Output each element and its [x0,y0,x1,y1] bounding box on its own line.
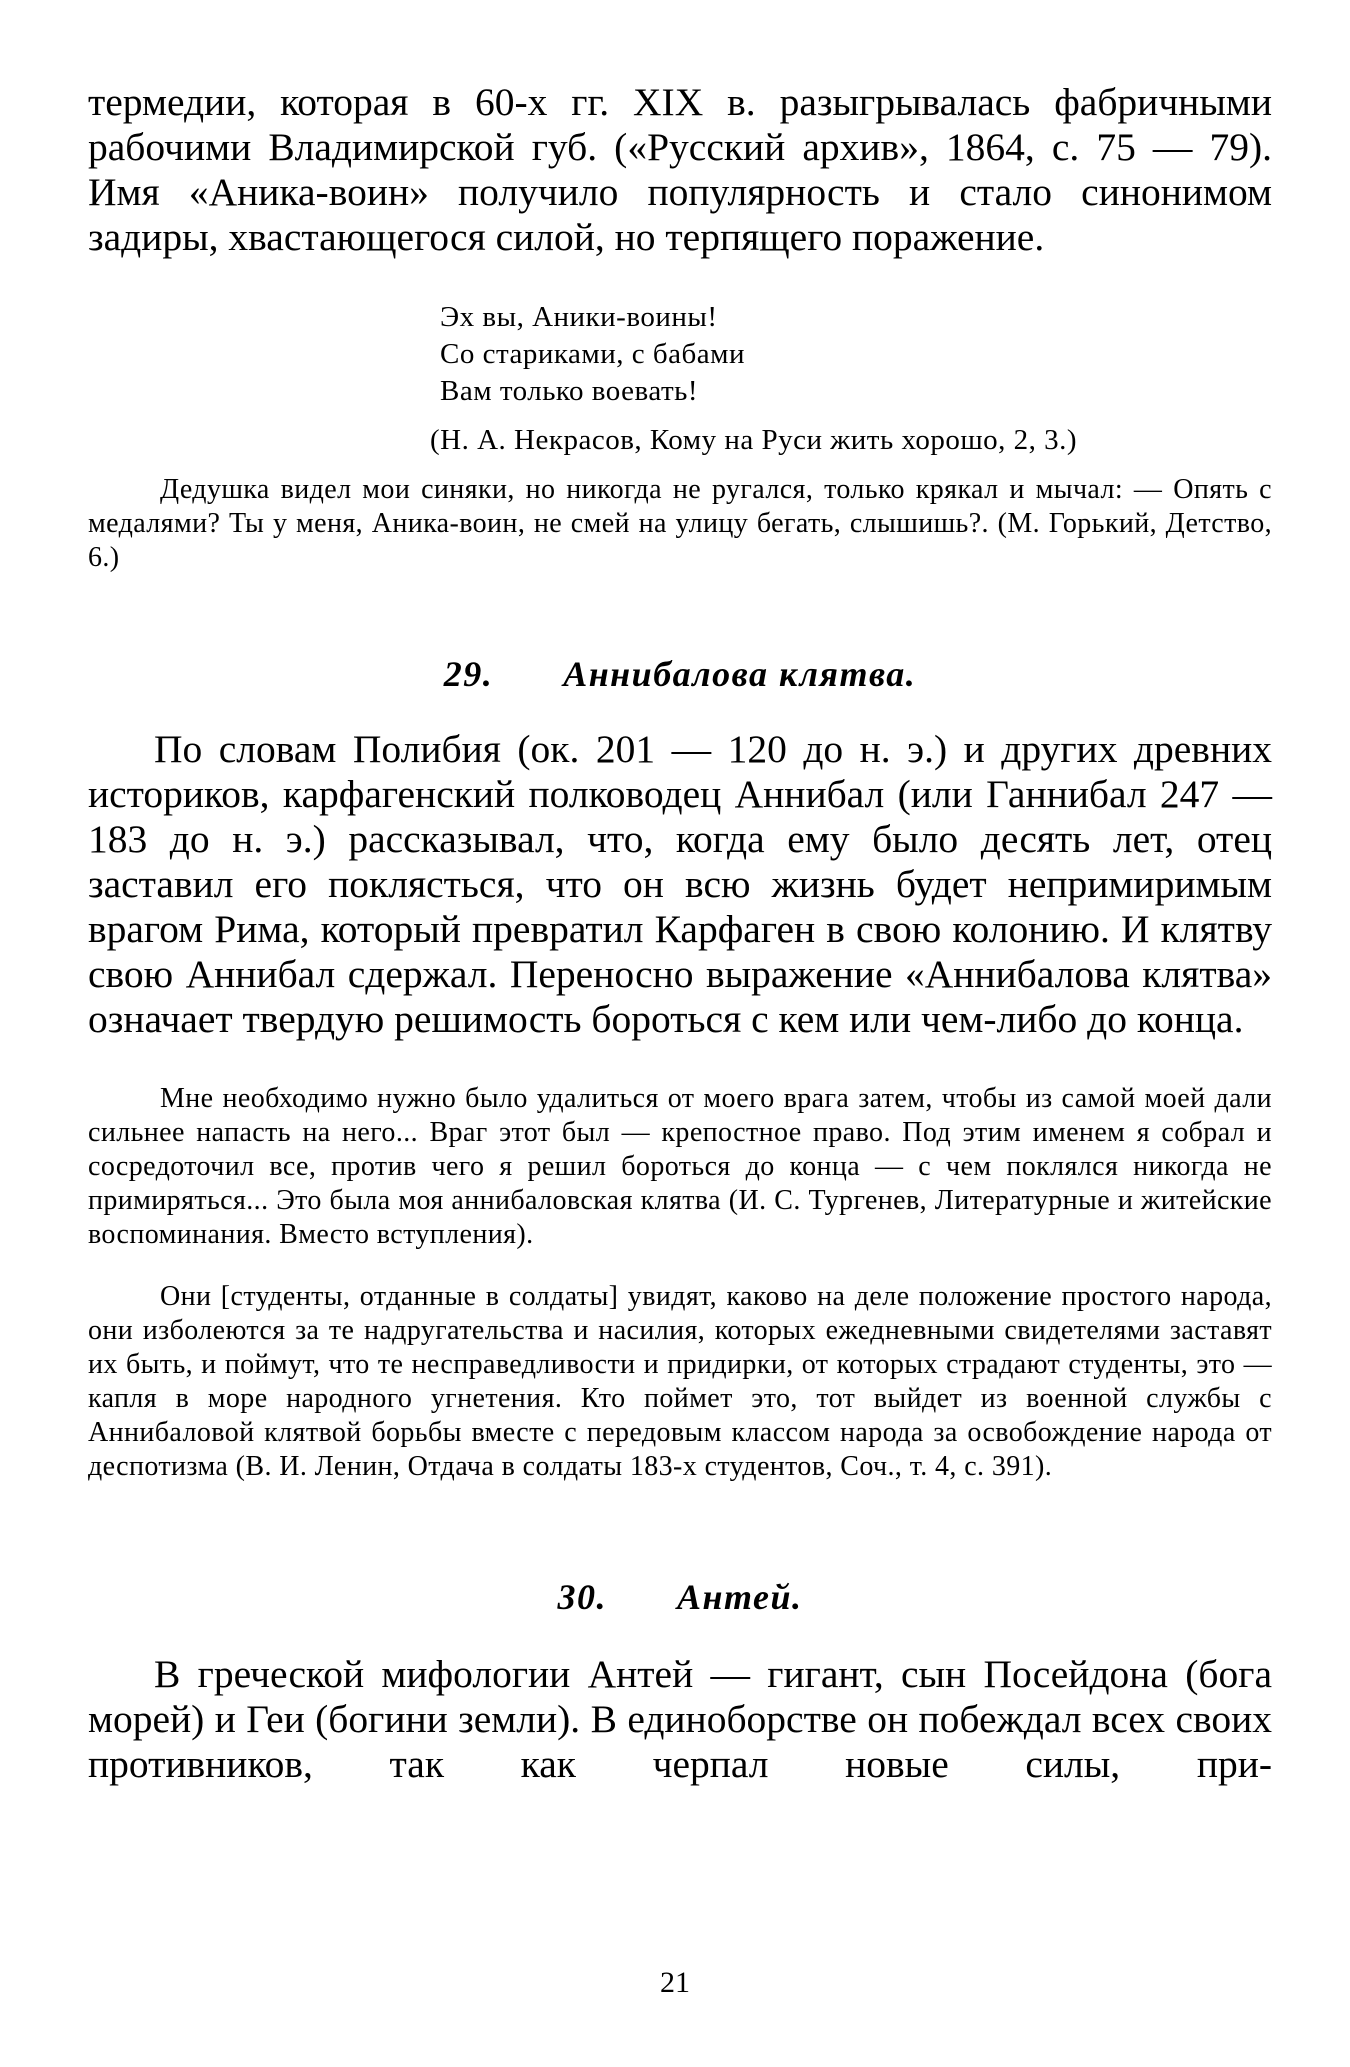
section-30-heading [88,1576,1272,1618]
quote-lenin: Они [студенты, отданные в солдаты] увидят, каково на деле положение простого народа, они изболеются за те надругательства и насилия, которых ежедневными свидетелями заставят их быть, и поймут, что те несправедливости и придирки, от которых страдают студенты, это — капля в море народного угнетения. Кто поймет это, тот выйдет из военной службы с Аннибаловой клятвой борьбы вместе с передовым классом народа за освобождение народа от деспотизма (В. И. Ленин, Отдача в солдаты 183-х студентов, Соч., т. 4, с. 391). [88,1280,1272,1482]
section-29-heading [88,653,1272,695]
section-29-number: 29. [443,654,494,694]
poem-quote [430,299,1272,459]
page-body [88,40,1272,1826]
poem-line: Эх вы, Аники-воины! [440,301,718,333]
section-30-body: В греческой мифологии Антей — гигант, сын Посейдона (бога морей) и Геи (богини земли). В единоборстве он побеждал всех своих противников, так как черпал новые силы, при- [88,1651,1272,1786]
quote-gorky: Дедушка видел мои синяки, но никогда не ругался, только крякал и мычал: — Опять с медалями? Ты у меня, Аника-воин, не смей на улицу бегать, слышишь?. (М. Горький, Детство, 6.) [88,474,1272,573]
quote-turgenev: Мне необходимо нужно было удалиться от моего врага затем, чтобы из самой моей дали сильнее напасть на него... Враг этот был — крепостное право. Под этим именем я собрал и сосредоточил все, против чего я решил бороться до конца — с чем поклялся никогда не примиряться... Это была моя аннибаловская клятва (И. С. Тургенев, Литературные и житейские воспоминания. Вместо вступления). [88,1082,1272,1250]
section-29-title: Аннибалова клятва. [563,654,917,694]
top-paragraph: термедии, которая в 60-х гг. XIX в. разыгрывалась фабричными рабочими Владимирской губ. («Русский архив», 1864, с. 75 — 79). Имя «Аника-воин» получило популярность и стало синонимом задиры, хвастающегося силой, но терпящего поражение. [88,79,1272,259]
section-30-number: 30. [557,1576,607,1617]
section-29-body: По словам Полибия (ок. 201 — 120 до н. э.) и других древних историков, карфагенский полководец Аннибал (или Ганнибал 247 — 183 до н. э.) рассказывал, что, когда ему было десять лет, отец заставил его поклясться, что он всю жизнь будет непримиримым врагом Рима, который превратил Карфаген в свою колонию. И клятву свою Аннибал сдержал. Переносно выражение «Аннибалова клятва» означает твердую решимость бороться с кем или чем-либо до конца. [88,727,1272,1041]
poem-line: Со стариками, с бабами [440,338,746,370]
poem-line: Вам только воевать! [440,375,698,407]
section-30-title: Антей. [676,1576,803,1617]
poem-source: (Н. А. Некрасов, Кому на Руси жить хорошо, 2, 3.) [430,424,1078,456]
page-number: 21 [660,1966,690,1999]
